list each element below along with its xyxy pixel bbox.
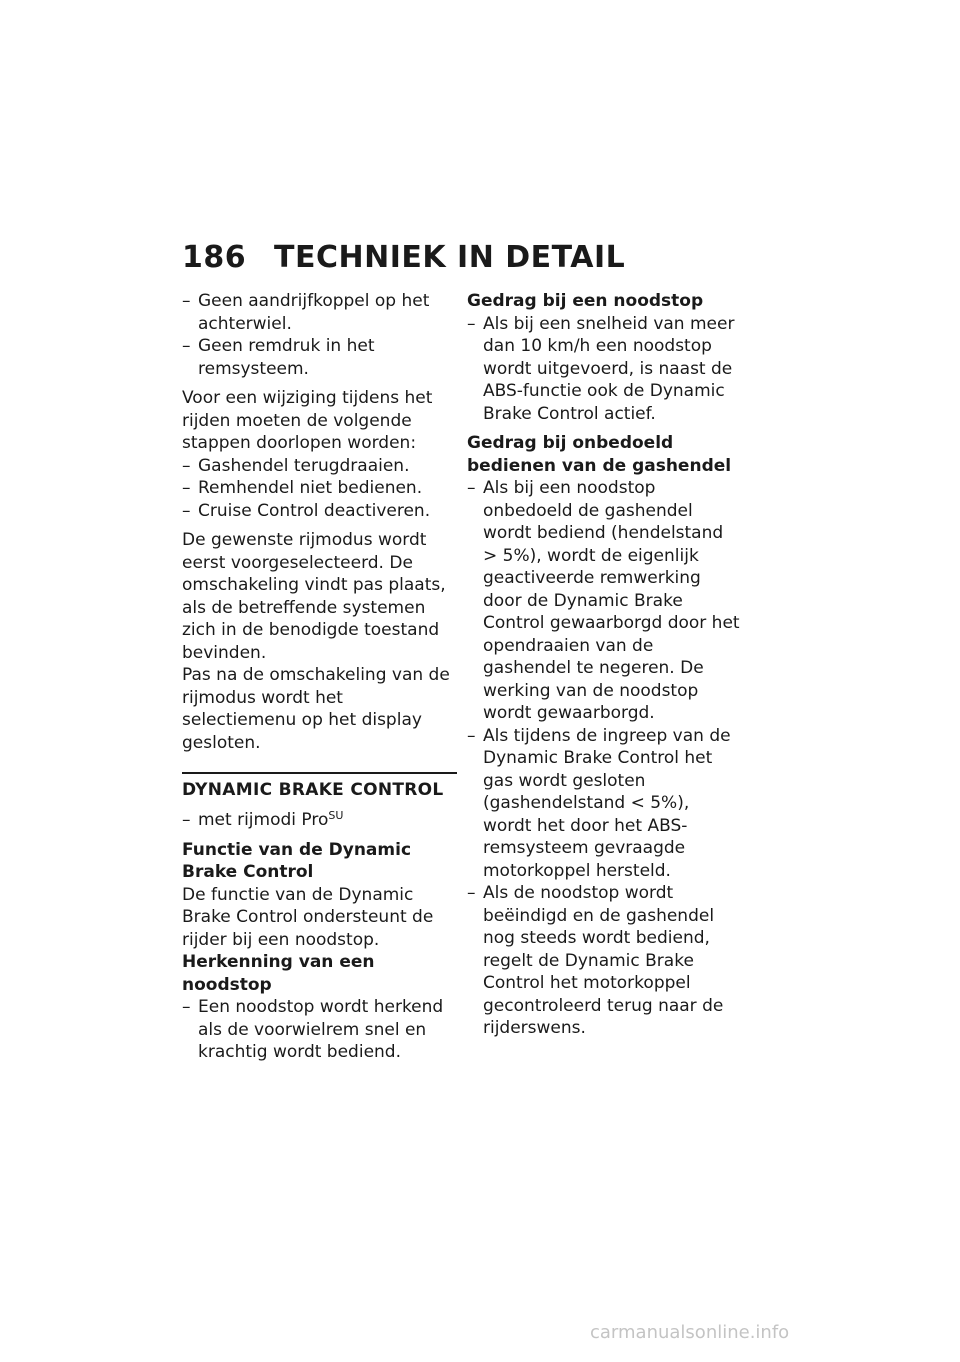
heading-recognition: Herkenning van een noodstop xyxy=(182,952,375,995)
list-item: – Geen aandrijfkoppel op het achterwiel. xyxy=(182,290,457,335)
mode-item-text: met rijmodi Pro xyxy=(198,810,329,830)
list-item: – Cruise Control deactiveren. xyxy=(182,500,457,523)
mode-item xyxy=(182,809,457,832)
list-item: – Gashendel terugdraaien. xyxy=(182,455,457,478)
paragraph: De gewenste rijmodus wordt eerst voorgeselecteerd. De omschakeling vindt pas plaats, als de betreffende systemen zich in de benodigde toestand bevinden. xyxy=(182,530,446,663)
paragraph: Voor een wijziging tijdens het rijden moeten de volgende stappen doorlopen worden: xyxy=(182,388,433,453)
paragraph: De functie van de Dynamic Brake Control ondersteunt de rijder bij een noodstop. xyxy=(182,884,434,950)
left-column xyxy=(182,290,457,1064)
list-item: – Een noodstop wordt herkend als de voorwielrem snel en krachtig wordt bediend. xyxy=(182,996,457,1064)
paragraph: Pas na de omschakeling van de rijmodus wordt het selectiemenu op het display gesloten. xyxy=(182,665,450,753)
page-header xyxy=(182,240,625,275)
page-title: TECHNIEK IN DETAIL xyxy=(274,240,626,275)
section-title: DYNAMIC BRAKE CONTROL xyxy=(182,780,444,800)
list-item: – Als tijdens de ingreep van de Dynamic Brake Control het gas wordt gesloten (gashendelstand < 5%), wordt het door het ABS-remsysteem gevraagde motorkoppel hersteld. xyxy=(467,725,742,883)
list-item: – Als bij een noodstop onbedoeld de gashendel wordt bediend (hendelstand > 5%), wordt de eigenlijk geactiveerde remwerking door de Dynamic Brake Control gewaarborgd door het opendraaien van de gashendel te negeren. De werking van de noodstop wordt gewaarborgd. xyxy=(467,477,742,725)
section-divider xyxy=(182,772,457,802)
heading-behaviour: Gedrag bij een noodstop xyxy=(467,291,704,311)
list-item: – Als bij een snelheid van meer dan 10 km/h een noodstop wordt uitgevoerd, is naast de ABS-functie ook de Dynamic Brake Control actief. xyxy=(467,313,742,426)
list-item: – Geen remdruk in het remsysteem. xyxy=(182,335,457,380)
heading-unintended: Gedrag bij onbedoeld bedienen van de gashendel xyxy=(467,433,732,476)
list-item: – Als de noodstop wordt beëindigd en de gashendel nog steeds wordt bediend, regelt de Dynamic Brake Control het motorkoppel gecontroleerd terug naar de rijderswens. xyxy=(467,882,742,1040)
page-number: 186 xyxy=(182,240,247,275)
mode-superscript: SU xyxy=(328,809,344,822)
watermark: carmanualsonline.info xyxy=(590,1322,790,1343)
heading-function: Functie van de Dynamic Brake Control xyxy=(182,839,412,882)
list-item: – Remhendel niet bedienen. xyxy=(182,477,457,500)
right-column xyxy=(467,290,742,1040)
